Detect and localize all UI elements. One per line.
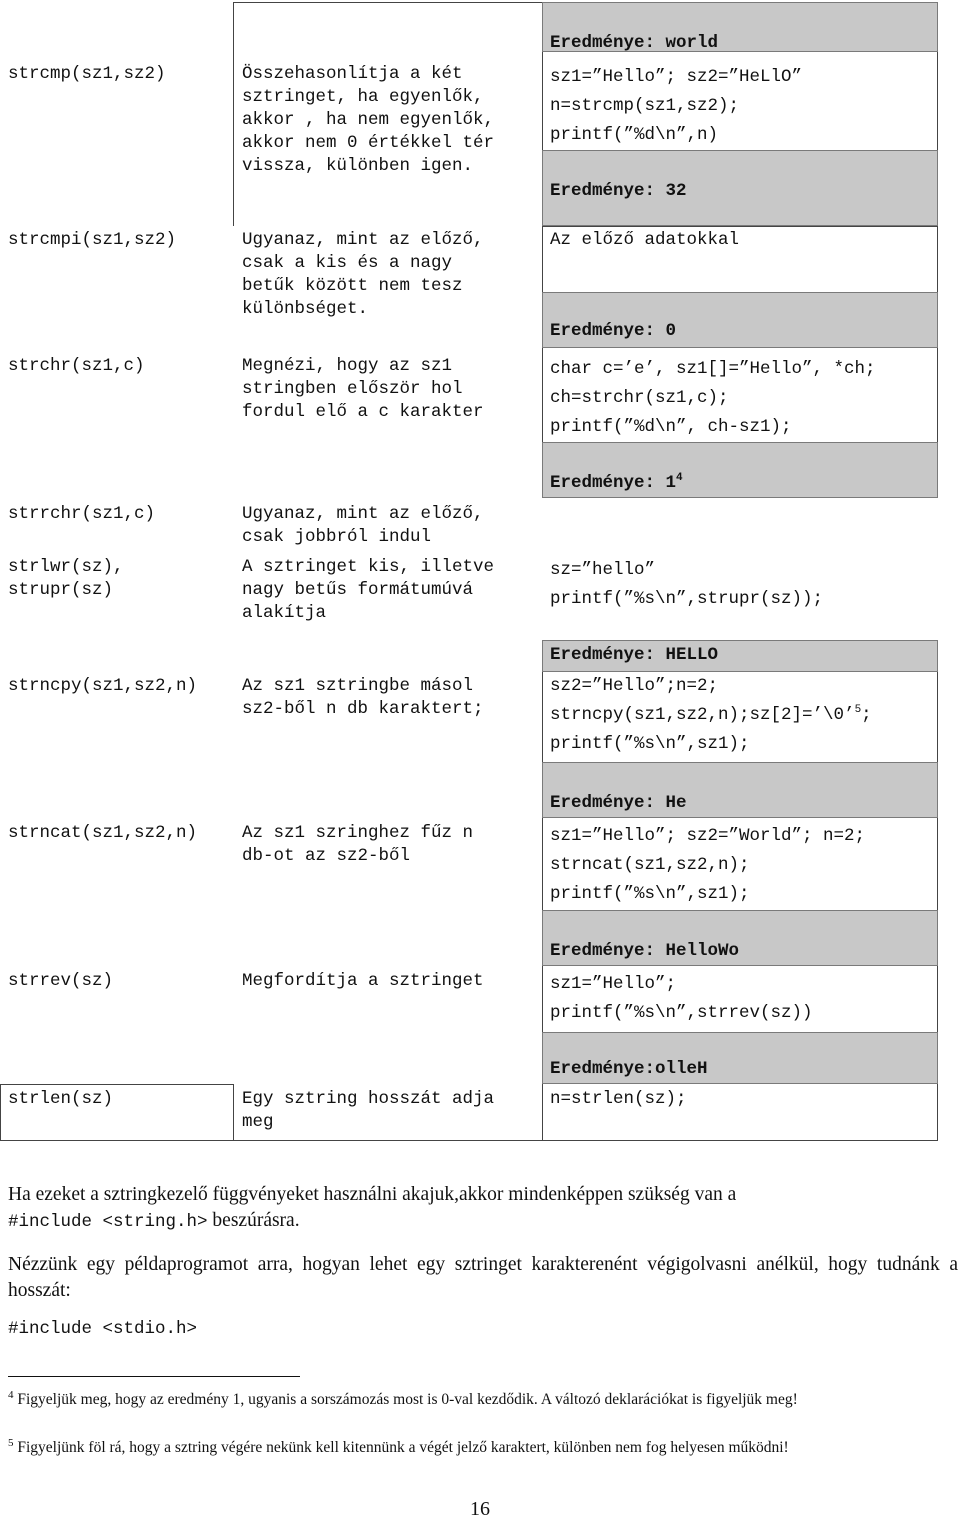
function-name: strlen(sz) <box>8 1089 114 1109</box>
code-example: n=strlen(sz); <box>550 1089 687 1109</box>
result-text: Eredménye: HELLO <box>550 645 719 665</box>
code-example: Az előző adatokkal <box>550 230 740 250</box>
function-name: strchr(sz1,c) <box>8 356 145 376</box>
page-number: 16 <box>470 1498 490 1520</box>
function-name: strncat(sz1,sz2,n) <box>8 823 198 843</box>
result-text: Eredménye:olleH <box>550 1059 708 1079</box>
result-text: Eredménye: 0 <box>550 321 677 341</box>
paragraph <box>8 1182 958 1234</box>
code-example: char c=’e’, sz1[]=”Hello”, *ch; ch=strchr(sz1,c); printf(”%d\n”, ch-sz1); <box>550 359 876 437</box>
function-name: strlwr(sz), strupr(sz) <box>8 557 124 600</box>
footnote: $^5$ Figyeljünk föl rá, hogy a sztring végére nekünk kell kitennünk a végét jelző karaktert, különben nem fog helyesen működni! <box>8 1436 789 1456</box>
function-description: Ugyanaz, mint az előző, csak jobbról indul <box>242 504 484 547</box>
footnote-separator <box>8 1376 300 1377</box>
function-description: A sztringet kis, illetve nagy betűs formátumúvá alakítja <box>242 557 495 623</box>
function-description: Megfordítja a sztringet <box>242 971 484 991</box>
footnote-mark: 4 <box>8 1388 14 1401</box>
footnote-ref: 4 <box>676 472 683 485</box>
function-description: Megnézi, hogy az sz1 stringben először hol fordul elő a c karakter <box>242 356 484 422</box>
code-example: printf(”%s\n”,sz1); <box>550 734 750 754</box>
function-name: strrev(sz) <box>8 971 114 991</box>
code-example: strncpy(sz1,sz2,n);sz[2]=’\0’$^5$; <box>550 704 872 725</box>
footnote: $^4$ Figyeljük meg, hogy az eredmény 1, ugyanis a sorszámozás most is 0-val kezdődik. A változó deklarációkat is figyeljük meg! <box>8 1388 798 1408</box>
function-description: Az sz1 sztringbe másol sz2-ből n db karaktert; <box>242 676 484 719</box>
inline-code: #include <string.h> <box>8 1212 208 1232</box>
paragraph: Nézzünk egy példaprogramot arra, hogyan lehet egy sztringet karakterenént végigolvasni anélkül, hogy tudnánk a hosszát: <box>8 1254 958 1301</box>
code-example: sz2=”Hello”;n=2; <box>550 676 719 696</box>
function-description: Ugyanaz, mint az előző, csak a kis és a nagy betűk között nem tesz különbséget. <box>242 230 484 319</box>
result-text: Eredménye: HelloWo <box>550 941 740 961</box>
result-text: Eredménye: world <box>550 33 719 53</box>
code-example: sz1=”Hello”; sz2=”World”; n=2; strncat(sz1,sz2,n); printf(”%s\n”,sz1); <box>550 826 866 904</box>
result-text: Eredménye: He <box>550 793 687 813</box>
function-name: strrchr(sz1,c) <box>8 504 156 524</box>
code-line: #include <stdio.h> <box>8 1319 198 1339</box>
result-text: Eredménye: 32 <box>550 181 687 201</box>
function-name: strncpy(sz1,sz2,n) <box>8 676 198 696</box>
function-description: Összehasonlítja a két sztringet, ha egyenlők, akkor , ha nem egyenlők, akkor nem 0 értékkel tér vissza, különben igen. <box>242 64 495 176</box>
function-description: Az sz1 szringhez fűz n db-ot az sz2-ből <box>242 823 474 866</box>
paragraph-text: beszúrásra. <box>207 1210 300 1231</box>
function-description: Egy sztring hosszát adja meg <box>242 1089 495 1132</box>
footnote-mark: 5 <box>8 1436 14 1449</box>
code-example: sz=”hello” printf(”%s\n”,strupr(sz)); <box>550 560 824 609</box>
paragraph-text: Ha ezeket a sztringkezelő függvényeket használni akajuk,akkor mindenképpen szükség van a <box>8 1184 737 1205</box>
code-example: sz1=”Hello”; printf(”%s\n”,strrev(sz)) <box>550 974 813 1023</box>
result-text: Eredménye: $1^4$ <box>550 472 683 493</box>
footnote-ref: 5 <box>854 704 862 717</box>
function-name: strcmpi(sz1,sz2) <box>8 230 177 250</box>
code-example: sz1=”Hello”; sz2=”HeLlO” n=strcmp(sz1,sz2); printf(”%d\n”,n) <box>550 67 803 145</box>
function-name: strcmp(sz1,sz2) <box>8 64 166 84</box>
